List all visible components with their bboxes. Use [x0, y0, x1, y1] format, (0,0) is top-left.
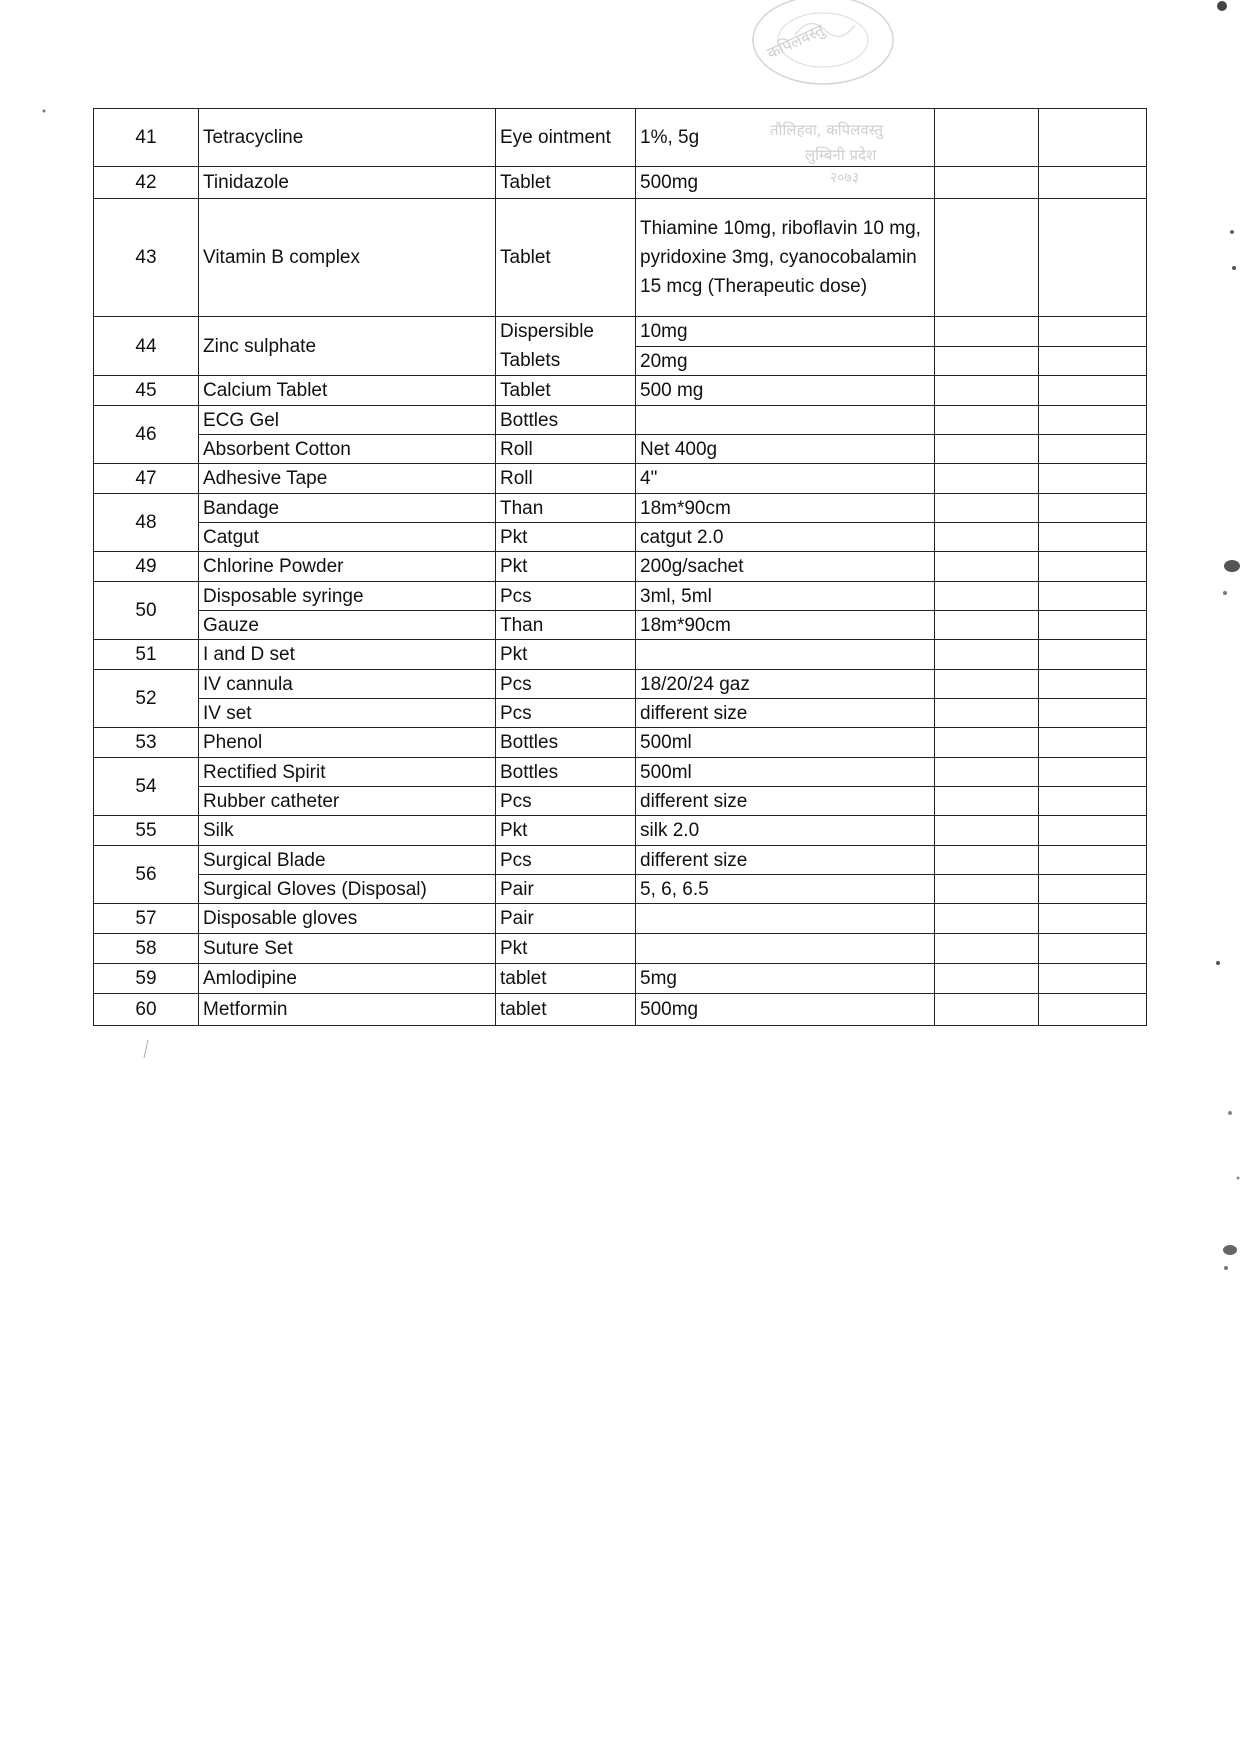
- table-row: [94, 582, 1147, 611]
- item-form: Pcs: [496, 582, 636, 611]
- empty-cell: [935, 640, 1039, 670]
- table-row: [94, 199, 1147, 317]
- item-number: 60: [94, 994, 199, 1026]
- empty-cell: [1039, 347, 1147, 376]
- item-form: Pcs: [496, 787, 636, 816]
- item-form: tablet: [496, 964, 636, 994]
- empty-cell: [935, 552, 1039, 582]
- empty-cell: [935, 846, 1039, 875]
- empty-cell: [935, 728, 1039, 758]
- item-spec: Net 400g: [636, 435, 935, 464]
- table-row: [94, 787, 1147, 816]
- item-spec: 500 mg: [636, 376, 935, 406]
- item-spec: 1%, 5g: [636, 109, 935, 167]
- table-row: [94, 670, 1147, 699]
- empty-cell: [935, 494, 1039, 523]
- item-form: Pcs: [496, 670, 636, 699]
- empty-cell: [1039, 317, 1147, 347]
- item-spec: 500ml: [636, 728, 935, 758]
- item-spec: [636, 406, 935, 435]
- item-form: Pkt: [496, 934, 636, 964]
- empty-cell: [1039, 494, 1147, 523]
- table-row: [94, 523, 1147, 552]
- item-name: Phenol: [199, 728, 496, 758]
- empty-cell: [935, 875, 1039, 904]
- item-form: Pkt: [496, 816, 636, 846]
- empty-cell: [1039, 964, 1147, 994]
- table-row: [94, 904, 1147, 934]
- item-form: Pcs: [496, 846, 636, 875]
- item-number: 43: [94, 199, 199, 317]
- empty-cell: [935, 347, 1039, 376]
- item-form: Pkt: [496, 640, 636, 670]
- table-row: [94, 435, 1147, 464]
- empty-cell: [1039, 376, 1147, 406]
- empty-cell: [935, 994, 1039, 1026]
- table-row: [94, 611, 1147, 640]
- item-name: Catgut: [199, 523, 496, 552]
- empty-cell: [1039, 109, 1147, 167]
- item-spec: Thiamine 10mg, riboflavin 10 mg, pyridoxine 3mg, cyanocobalamin 15 mcg (Therapeutic dose): [636, 199, 935, 317]
- item-number: 52: [94, 670, 199, 728]
- table-row: [94, 699, 1147, 728]
- item-spec: 200g/sachet: [636, 552, 935, 582]
- empty-cell: [935, 464, 1039, 494]
- item-form: Dispersible Tablets: [496, 317, 636, 376]
- item-spec: 500mg: [636, 167, 935, 199]
- item-form: Bottles: [496, 406, 636, 435]
- item-number: 55: [94, 816, 199, 846]
- empty-cell: [935, 758, 1039, 787]
- table-row: [94, 317, 1147, 347]
- empty-cell: [935, 934, 1039, 964]
- item-spec: 500mg: [636, 994, 935, 1026]
- item-name: IV set: [199, 699, 496, 728]
- item-spec: 20mg: [636, 347, 935, 376]
- item-form: Pair: [496, 875, 636, 904]
- empty-cell: [1039, 787, 1147, 816]
- empty-cell: [935, 670, 1039, 699]
- item-form: Bottles: [496, 728, 636, 758]
- item-name: Tetracycline: [199, 109, 496, 167]
- stamp-line-3: लुम्बिनी प्रदेश: [805, 146, 877, 164]
- item-form: Tablet: [496, 199, 636, 317]
- empty-cell: [1039, 523, 1147, 552]
- empty-cell: [935, 406, 1039, 435]
- item-spec: [636, 640, 935, 670]
- empty-cell: [935, 611, 1039, 640]
- item-number: 57: [94, 904, 199, 934]
- empty-cell: [1039, 934, 1147, 964]
- empty-cell: [1039, 406, 1147, 435]
- item-name: Metformin: [199, 994, 496, 1026]
- table-row: [94, 994, 1147, 1026]
- item-spec: different size: [636, 699, 935, 728]
- empty-cell: [1039, 582, 1147, 611]
- item-form: Than: [496, 494, 636, 523]
- item-number: 41: [94, 109, 199, 167]
- empty-cell: [1039, 611, 1147, 640]
- item-form: Tablet: [496, 167, 636, 199]
- item-number: 45: [94, 376, 199, 406]
- empty-cell: [1039, 699, 1147, 728]
- item-number: 49: [94, 552, 199, 582]
- table-row: [94, 406, 1147, 435]
- item-form: Than: [496, 611, 636, 640]
- table-row: [94, 167, 1147, 199]
- empty-cell: [935, 199, 1039, 317]
- item-name: Surgical Blade: [199, 846, 496, 875]
- empty-cell: [935, 376, 1039, 406]
- empty-cell: [1039, 758, 1147, 787]
- item-name: I and D set: [199, 640, 496, 670]
- item-spec: [636, 934, 935, 964]
- table-row: [94, 758, 1147, 787]
- empty-cell: [1039, 728, 1147, 758]
- item-name: Gauze: [199, 611, 496, 640]
- empty-cell: [935, 109, 1039, 167]
- empty-cell: [1039, 552, 1147, 582]
- medicine-items-table: [93, 108, 1147, 1026]
- item-spec: 5, 6, 6.5: [636, 875, 935, 904]
- item-form: Pair: [496, 904, 636, 934]
- item-form: Roll: [496, 464, 636, 494]
- item-name: Vitamin B complex: [199, 199, 496, 317]
- table-row: [94, 728, 1147, 758]
- item-name: Rubber catheter: [199, 787, 496, 816]
- table-row: [94, 934, 1147, 964]
- item-spec: different size: [636, 787, 935, 816]
- empty-cell: [935, 523, 1039, 552]
- item-name: Adhesive Tape: [199, 464, 496, 494]
- item-form: Eye ointment: [496, 109, 636, 167]
- table-row: [94, 552, 1147, 582]
- item-form: Bottles: [496, 758, 636, 787]
- empty-cell: [1039, 199, 1147, 317]
- item-spec: 500ml: [636, 758, 935, 787]
- item-number: 48: [94, 494, 199, 552]
- item-number: 51: [94, 640, 199, 670]
- item-name: Suture Set: [199, 934, 496, 964]
- item-name: Rectified Spirit: [199, 758, 496, 787]
- item-spec: 18m*90cm: [636, 611, 935, 640]
- item-form: Pcs: [496, 699, 636, 728]
- item-spec: silk 2.0: [636, 816, 935, 846]
- empty-cell: [935, 317, 1039, 347]
- item-spec: different size: [636, 846, 935, 875]
- table-row: [94, 875, 1147, 904]
- empty-cell: [1039, 464, 1147, 494]
- empty-cell: [935, 582, 1039, 611]
- item-name: Chlorine Powder: [199, 552, 496, 582]
- table-row: [94, 640, 1147, 670]
- item-number: 50: [94, 582, 199, 640]
- item-number: 47: [94, 464, 199, 494]
- item-number: 56: [94, 846, 199, 904]
- item-number: 44: [94, 317, 199, 376]
- item-name: Silk: [199, 816, 496, 846]
- table-row: [94, 494, 1147, 523]
- table-row: [94, 109, 1147, 167]
- item-spec: 18m*90cm: [636, 494, 935, 523]
- empty-cell: [935, 787, 1039, 816]
- empty-cell: [935, 167, 1039, 199]
- item-form: Pkt: [496, 523, 636, 552]
- item-spec: 4": [636, 464, 935, 494]
- empty-cell: [1039, 994, 1147, 1026]
- empty-cell: [1039, 904, 1147, 934]
- item-spec: [636, 904, 935, 934]
- item-name: ECG Gel: [199, 406, 496, 435]
- item-name: Disposable gloves: [199, 904, 496, 934]
- empty-cell: [935, 816, 1039, 846]
- stamp-year: २०७३: [830, 170, 860, 186]
- empty-cell: [1039, 167, 1147, 199]
- item-number: 46: [94, 406, 199, 464]
- table-row: [94, 376, 1147, 406]
- item-name: Amlodipine: [199, 964, 496, 994]
- item-name: Zinc sulphate: [199, 317, 496, 376]
- item-name: Absorbent Cotton: [199, 435, 496, 464]
- empty-cell: [935, 964, 1039, 994]
- empty-cell: [1039, 670, 1147, 699]
- empty-cell: [935, 904, 1039, 934]
- table-row: [94, 464, 1147, 494]
- item-number: 54: [94, 758, 199, 816]
- item-name: Bandage: [199, 494, 496, 523]
- table-row: [94, 816, 1147, 846]
- empty-cell: [1039, 846, 1147, 875]
- item-form: Tablet: [496, 376, 636, 406]
- item-spec: 10mg: [636, 317, 935, 347]
- item-name: IV cannula: [199, 670, 496, 699]
- item-form: Pkt: [496, 552, 636, 582]
- item-form: Roll: [496, 435, 636, 464]
- item-spec: 3ml, 5ml: [636, 582, 935, 611]
- empty-cell: [935, 699, 1039, 728]
- empty-cell: [1039, 875, 1147, 904]
- item-number: 53: [94, 728, 199, 758]
- item-spec: 18/20/24 gaz: [636, 670, 935, 699]
- empty-cell: [1039, 435, 1147, 464]
- empty-cell: [1039, 816, 1147, 846]
- item-spec: 5mg: [636, 964, 935, 994]
- table-row: [94, 846, 1147, 875]
- item-name: Tinidazole: [199, 167, 496, 199]
- item-spec: catgut 2.0: [636, 523, 935, 552]
- stamp-line-1: कपिलवस्तु: [764, 20, 827, 63]
- empty-cell: [935, 435, 1039, 464]
- item-name: Disposable syringe: [199, 582, 496, 611]
- item-number: 42: [94, 167, 199, 199]
- empty-cell: [1039, 640, 1147, 670]
- item-number: 59: [94, 964, 199, 994]
- table-row: [94, 964, 1147, 994]
- item-number: 58: [94, 934, 199, 964]
- item-name: Surgical Gloves (Disposal): [199, 875, 496, 904]
- item-name: Calcium Tablet: [199, 376, 496, 406]
- item-form: tablet: [496, 994, 636, 1026]
- stamp-line-2: तौलिहवा, कपिलवस्तु: [770, 121, 884, 139]
